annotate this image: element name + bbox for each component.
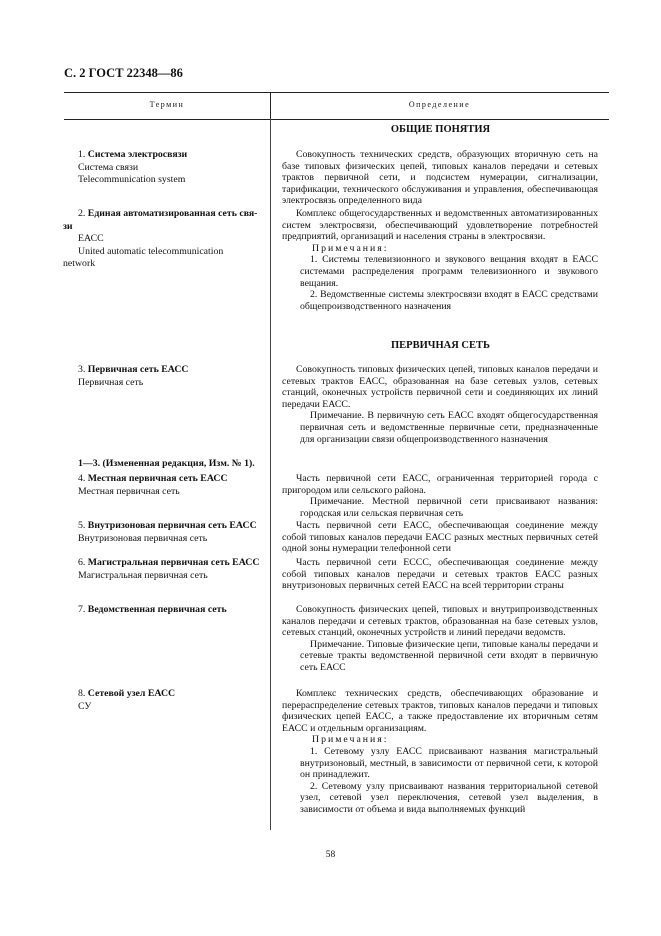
amendment-note: 1—3. (Измененная редакция, Изм. № 1). [78,458,255,469]
page-number: 58 [325,850,336,860]
term-7: 7. Ведомственная первичная сеть [78,604,227,615]
term-8: 8. Сетевой узел ЕАСС СУ [78,688,176,712]
body-column-divider [270,118,271,830]
definition-1: Совокупность технических средств, образующих вторичную сеть на базе типовых физических цепей, типовых каналов передачи и сетевых трактов первичной сети, и подсистем нумерации, сигнализации, тарификации, технического обслуживания и управления, обеспечивающая электросвязь определенного вида [282,149,598,207]
definition-6: Часть первичной сети ЕССС, обеспечивающая соединение между собой типовых каналов передачи и сетевых трактов ЕАСС разных внутризоновых первичных сетей ЕАСС на всей территории страны [282,557,598,592]
term-3: 3. Первичная сеть ЕАСС Первичная сеть [78,364,189,388]
section-title-general: ОБЩИЕ ПОНЯТИЯ [390,124,491,135]
definition-5: Часть первичной сети ЕАСС, обеспечивающая соединение между собой типовых каналов передачи ЕАСС разных местных первичных сетей одной зоны нумерации телефонной сети [282,520,598,555]
term-2: 2. Единая автоматизированная сеть свя- зи ЕАСС United automatic telecommunication network [63,208,258,269]
definition-8: Комплекс технических средств, обеспечивающих образование и перераспределение сетевых трактов, типовых каналов передачи и типовых физических цепей ЕАСС, а также предоставление их вторичным сетям ЕАСС и отдельным организациям. Примечания: 1. Сетевому узлу ЕАСС присваивают названия магистральный внутризоновый, местный, в зависимости от первичной сети, к которой он принадлежит. 2. Сетевому узлу присваивают названия территориальной сетевой узел, сетевой узел переключения, сетевой узел выделения, в зависимости от объема и вида выполняемых функций [282,688,598,815]
column-header-term: Термин [149,100,185,109]
definition-3: Совокупность типовых физических цепей, типовых каналов передачи и сетевых трактов ЕАСС, образованная на базе сетевых узлов, сетевых станций, оконечных устройств первичной сети и соединяющих их линий передачи ЕАСС. Примечание. В первичную сеть ЕАСС входят общегосударственная первичная сеть и ведомственные первичные сети, предназначенные для организации связи общепроизводственного назначения [282,364,598,445]
table-header [64,92,609,120]
page-header: С. 2 ГОСТ 22348—86 [64,66,183,80]
term-4: 4. Местная первичная сеть ЕАСС Местная первичная сеть [78,473,228,497]
column-header-definition: Определение [408,100,471,109]
term-1: 1. Система электросвязи Система связи Telecommunication system [78,149,188,185]
definition-2: Комплекс общегосударственных и ведомственных автоматизированных систем электросвязи, обеспечивающий удовлетворение потребностей предприятий, организаций и населения страны в электросвязи. Примечания: 1. Системы телевизионного и звукового вещания входят в ЕАСС системами распределения программ телевизионного и звукового вещания. 2. Ведомственные системы электросвязи входят в ЕАСС средствами общепроизводственного назначения [282,208,598,312]
term-6: 6. Магистральная первичная сеть ЕАСС Магистральная первичная сеть [78,557,260,581]
term-5: 5. Внутризоновая первичная сеть ЕАСС Внутризоновая первичная сеть [78,520,257,544]
section-title-primary: ПЕРВИЧНАЯ СЕТЬ [391,340,490,351]
definition-7: Совокупность физических цепей, типовых и внутрипроизводственных каналов передачи и сетевых трактов, образованная на базе сетевых узлов, сетевых станций, оконечных устройств и линий передачи ведомств. Примечание. Типовые физические цепи, типовые каналы передачи и сетевые тракты ведомственной первичной сети входят в первичную сеть ЕАСС [282,604,598,673]
definition-4: Часть первичной сети ЕАСС, ограниченная территорией города с пригородом или сельского района. Примечание. Местной первичной сети присваивают названия: городская или сельская первичная сеть [282,473,598,519]
